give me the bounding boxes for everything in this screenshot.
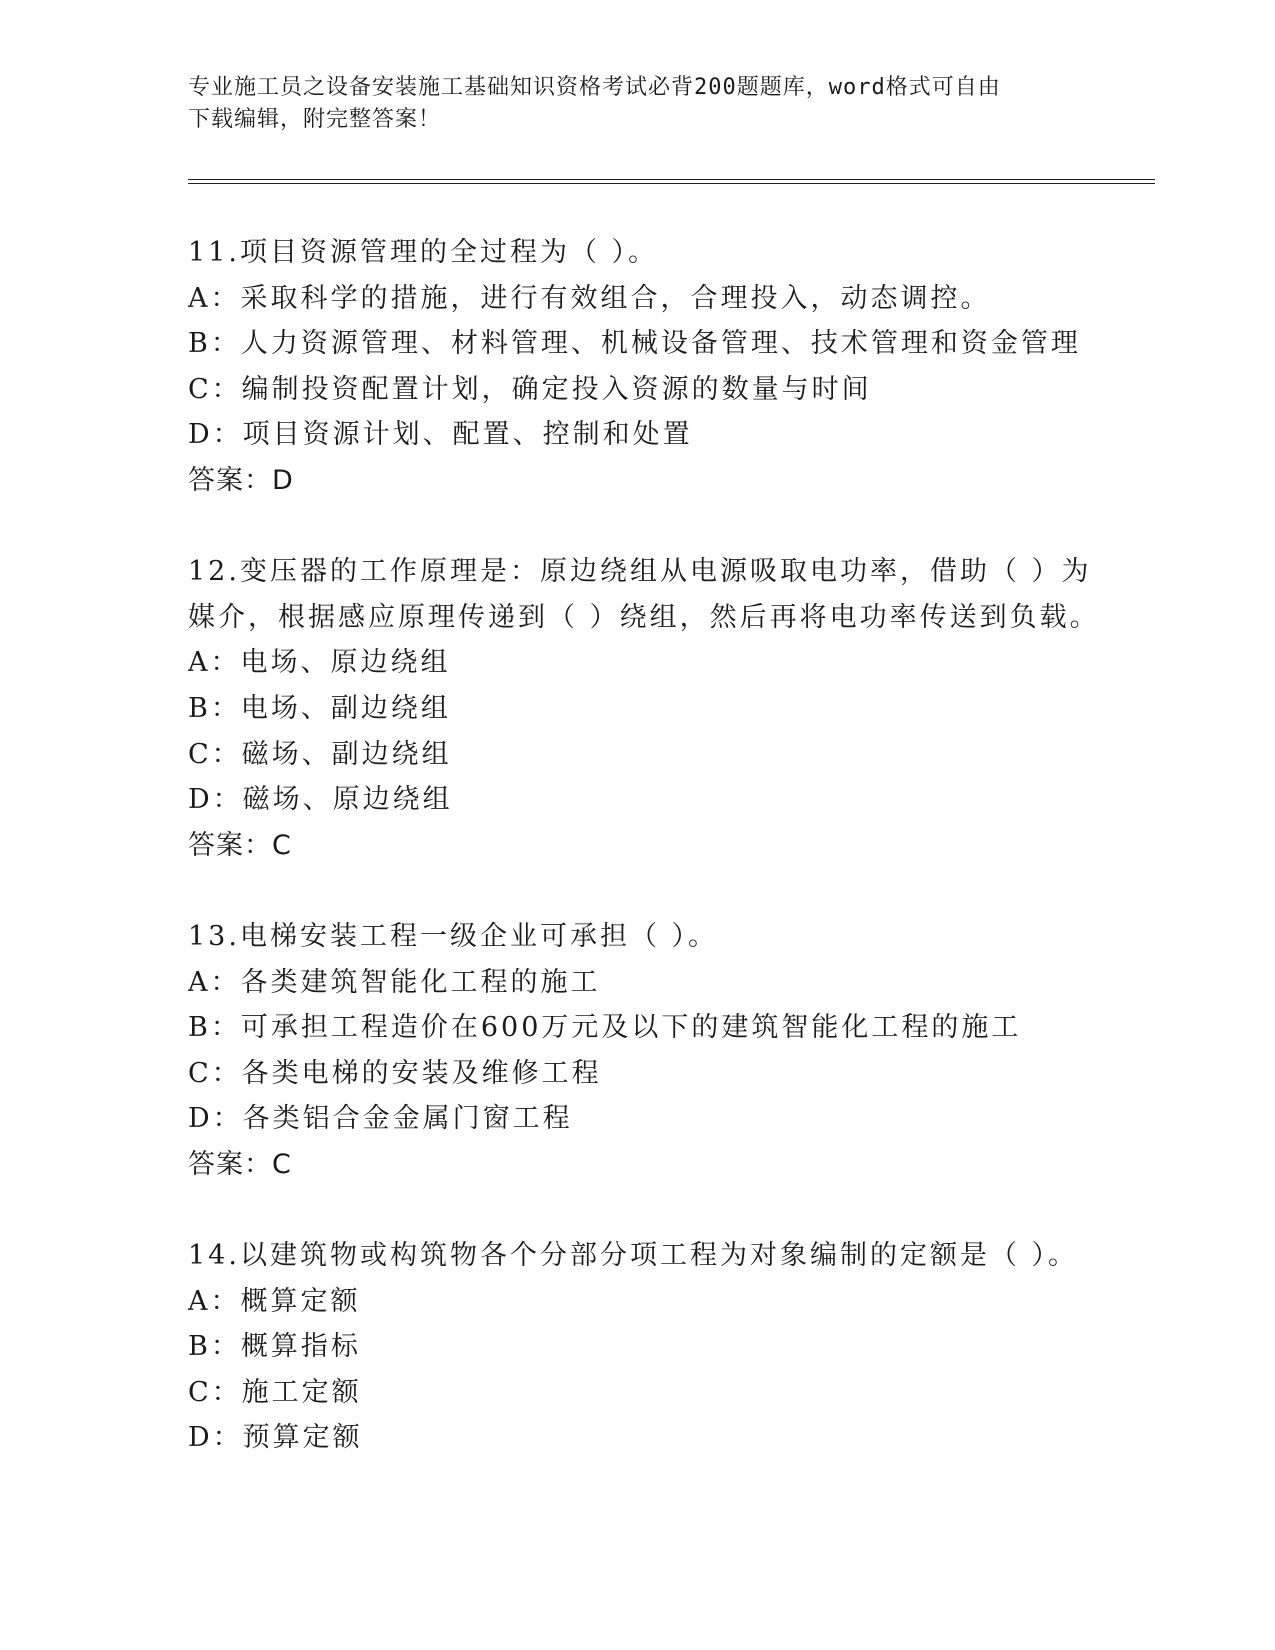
- question-stem-continued: 媒介，根据感应原理传递到（ ）绕组，然后再将电功率传送到负载。: [188, 601, 1100, 633]
- option-b: B：人力资源管理、材料管理、机械设备管理、技术管理和资金管理: [188, 328, 1081, 360]
- question-13: [188, 914, 1148, 1188]
- answer: 答案：D: [188, 464, 294, 496]
- option-a: A：概算定额: [188, 1285, 361, 1317]
- option-c: C：各类电梯的安装及维修工程: [188, 1057, 602, 1089]
- option-b: B：概算指标: [188, 1331, 361, 1363]
- question-stem: 13.电梯安装工程一级企业可承担（ ）。: [188, 920, 719, 952]
- option-a: A：采取科学的措施，进行有效组合，合理投入，动态调控。: [188, 282, 991, 314]
- option-d: D：各类铝合金金属门窗工程: [188, 1103, 573, 1135]
- question-stem: 14.以建筑物或构筑物各个分部分项工程为对象编制的定额是（ ）。: [188, 1240, 1079, 1272]
- option-b: B：可承担工程造价在600万元及以下的建筑智能化工程的施工: [188, 1012, 1022, 1044]
- question-14: [188, 1233, 1148, 1461]
- option-c: C：施工定额: [188, 1376, 362, 1408]
- header-line-1: 专业施工员之设备安装施工基础知识资格考试必背200题题库，word格式可自由: [188, 75, 1001, 100]
- question-list: [188, 230, 1148, 1507]
- header-line-2: 下载编辑，附完整答案！: [188, 107, 442, 132]
- option-d: D：磁场、原边绕组: [188, 784, 453, 816]
- option-a: A：电场、原边绕组: [188, 647, 451, 679]
- question-11: [188, 230, 1148, 504]
- option-c: C：磁场、副边绕组: [188, 738, 452, 770]
- option-c: C：编制投资配置计划，确定投入资源的数量与时间: [188, 373, 872, 405]
- option-d: D：项目资源计划、配置、控制和处置: [188, 419, 693, 451]
- answer: 答案：C: [188, 829, 292, 861]
- question-stem: 12.变压器的工作原理是：原边绕组从电源吸取电功率，借助（ ）为: [188, 556, 1092, 588]
- answer: 答案：C: [188, 1148, 292, 1180]
- document-header: [188, 72, 1088, 136]
- question-stem: 11.项目资源管理的全过程为（ ）。: [188, 237, 659, 268]
- header-divider-bottom: [188, 183, 1155, 184]
- header-divider-top: [188, 179, 1155, 180]
- option-d: D：预算定额: [188, 1422, 363, 1454]
- option-b: B：电场、副边绕组: [188, 692, 451, 724]
- option-a: A：各类建筑智能化工程的施工: [188, 966, 601, 998]
- question-12: [188, 549, 1148, 868]
